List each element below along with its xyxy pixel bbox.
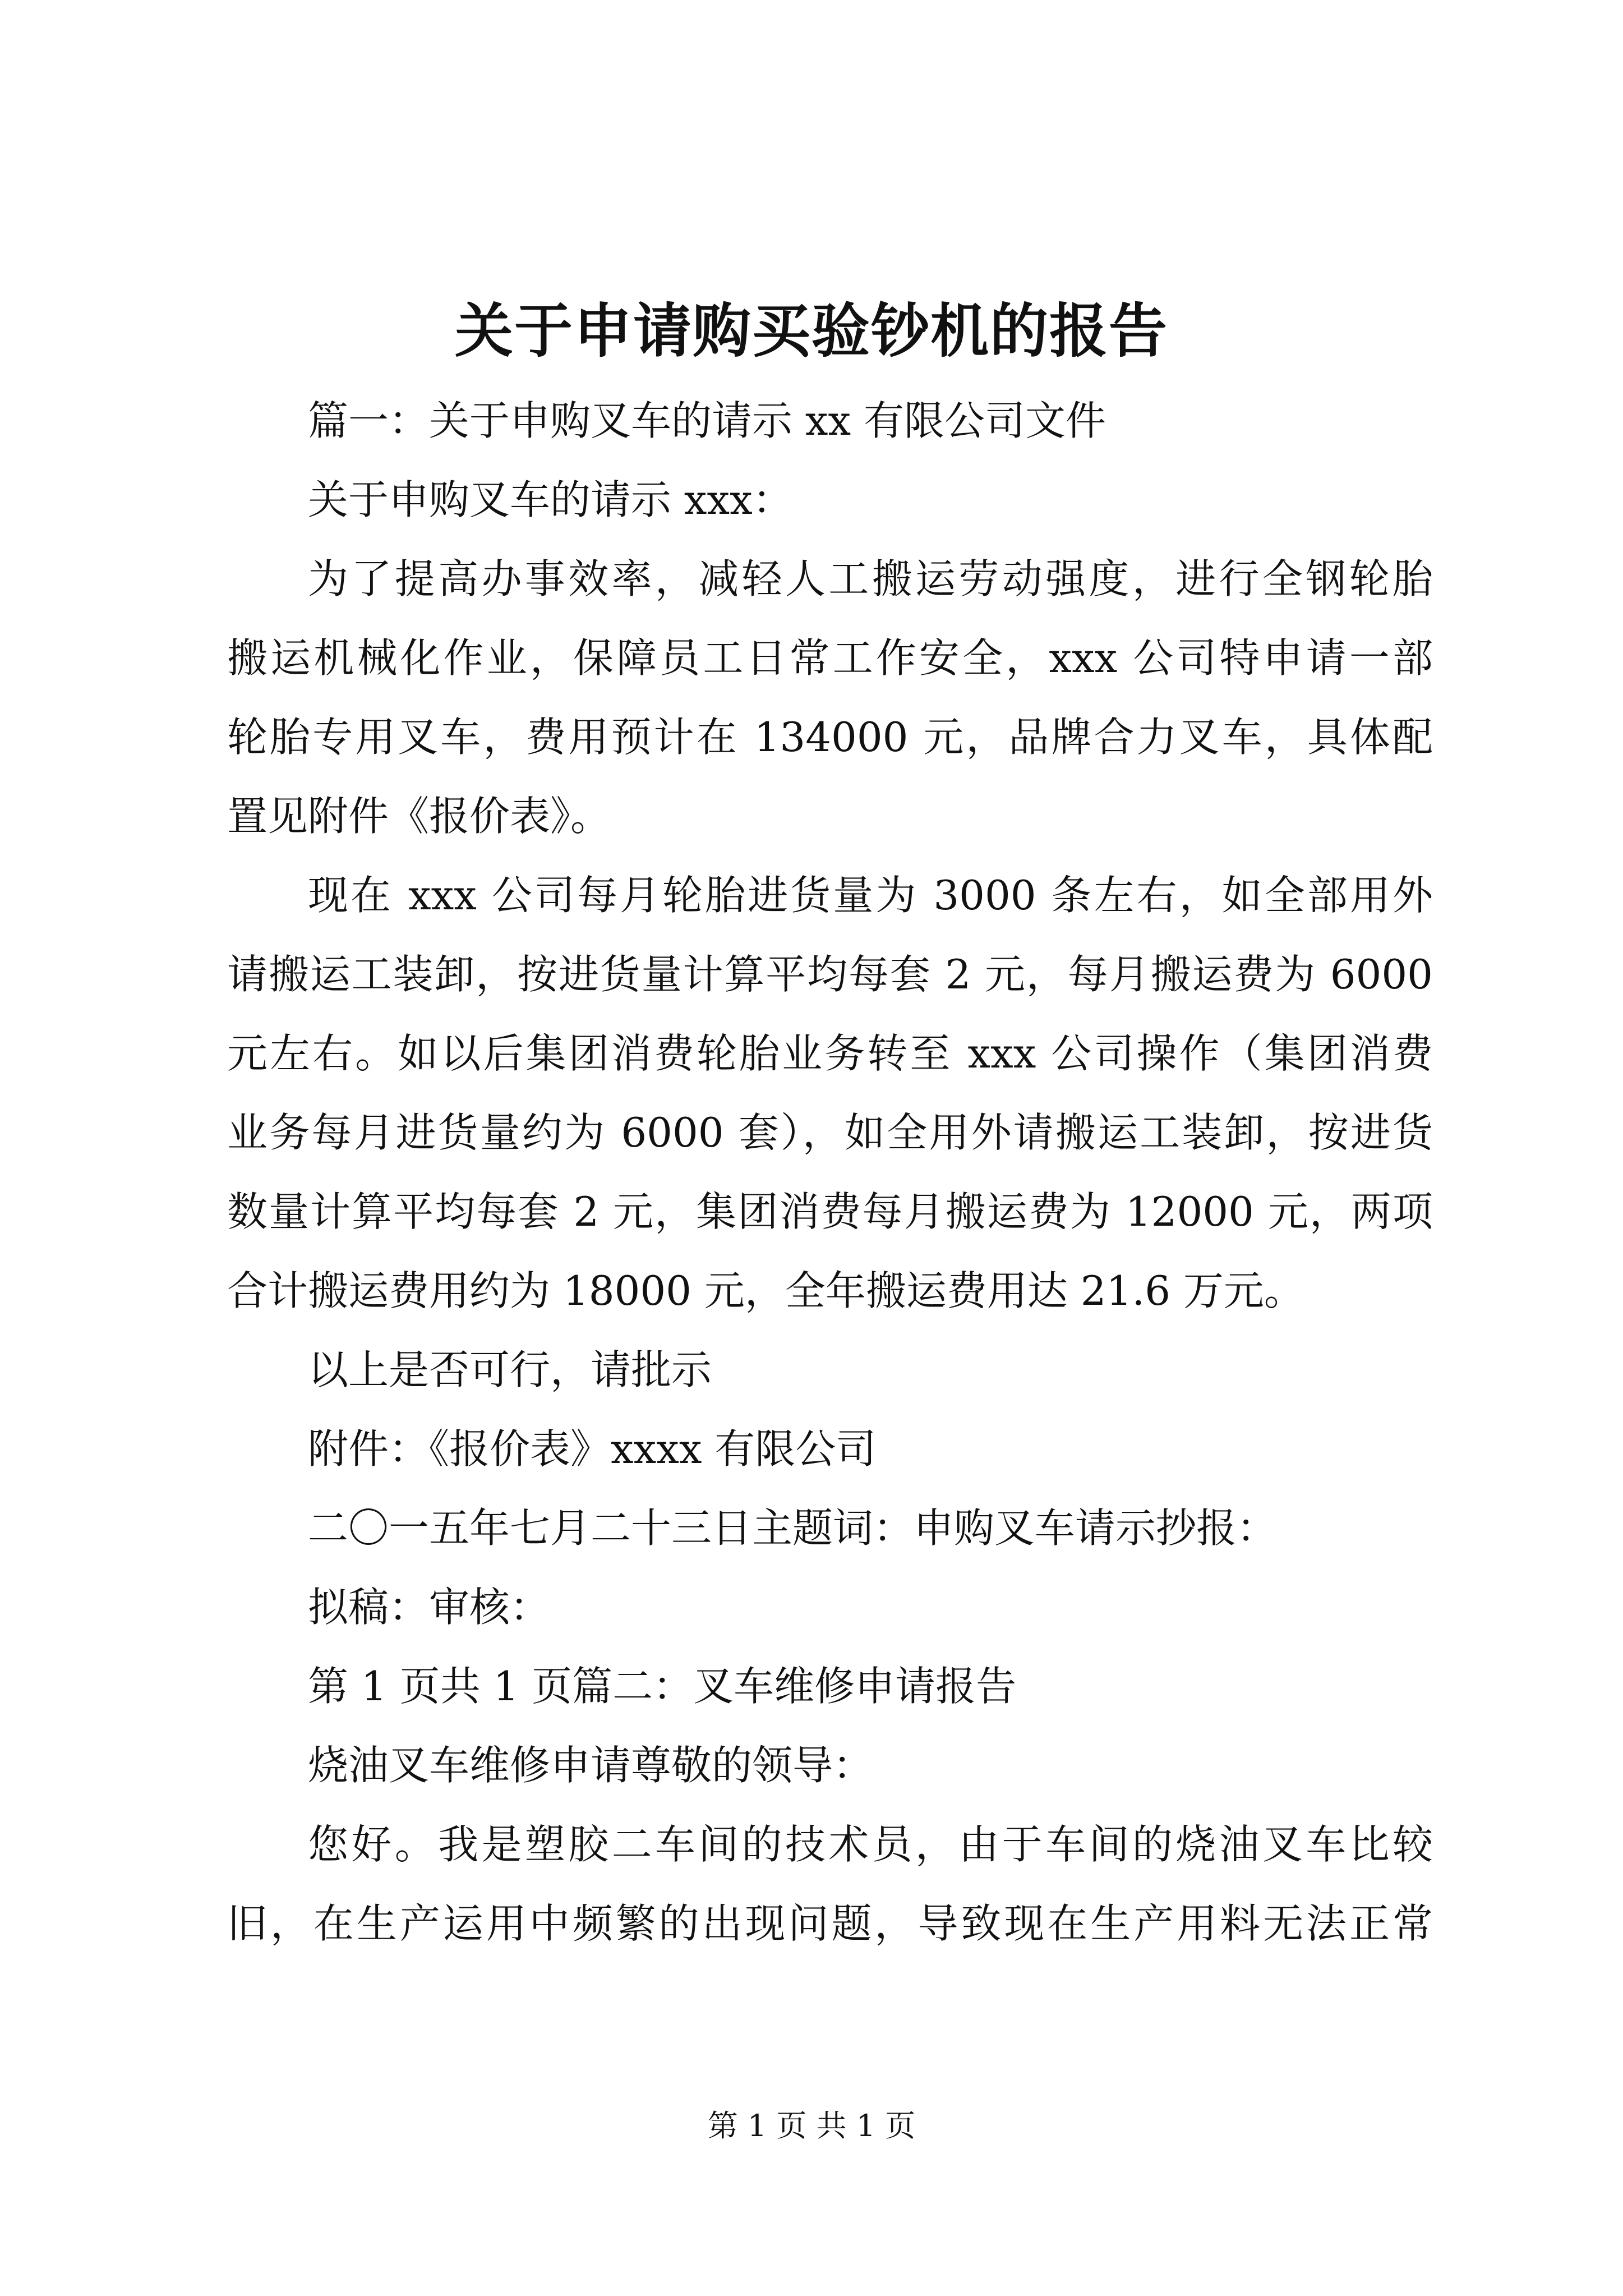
body-line: 您好。我是塑胶二车间的技术员，由于车间的烧油叉车比较 [308,1821,1433,1868]
body-line: 业务每月进货量约为 6000 套），如全用外请搬运工装卸，按进货 [227,1109,1433,1156]
body-line: 第 1 页共 1 页篇二：叉车维修申请报告 [308,1663,1017,1710]
body-line: 烧油叉车维修申请尊敬的领导： [308,1742,874,1789]
body-line: 旧，在生产运用中频繁的出现问题，导致现在生产用料无法正常 [227,1900,1433,1947]
body-line: 以上是否可行，请批示 [308,1346,712,1393]
body-line: 二〇一五年七月二十三日主题词：申购叉车请示抄报： [308,1504,1278,1552]
body-line: 篇一：关于申购叉车的请示 xx 有限公司文件 [308,397,1106,444]
body-line: 置见附件《报价表》。 [227,793,611,840]
document-body [227,381,1433,1963]
body-line: 关于申购叉车的请示 xxx： [308,476,793,523]
body-line: 拟稿：审核： [308,1584,551,1631]
body-line: 合计搬运费用约为 18000 元，全年搬运费用达 21.6 万元。 [227,1267,1304,1314]
document-title: 关于申请购买验钞机的报告 [454,296,1168,365]
body-line: 搬运机械化作业，保障员工日常工作安全，xxx 公司特申请一部 [227,634,1433,682]
body-line: 数量计算平均每套 2 元，集团消费每月搬运费为 12000 元，两项 [227,1188,1433,1235]
body-line: 现在 xxx 公司每月轮胎进货量为 3000 条左右，如全部用外 [308,872,1433,919]
body-line: 请搬运工装卸，按进货量计算平均每套 2 元，每月搬运费为 6000 [227,951,1433,998]
body-line: 附件：《报价表》xxxx 有限公司 [308,1425,877,1473]
page-footer: 第 1 页 共 1 页 [707,2108,916,2143]
body-line: 为了提高办事效率，减轻人工搬运劳动强度，进行全钢轮胎 [308,555,1433,602]
body-line: 轮胎专用叉车，费用预计在 134000 元，品牌合力叉车，具体配 [227,714,1433,761]
body-line: 元左右。如以后集团消费轮胎业务转至 xxx 公司操作（集团消费 [227,1030,1433,1077]
